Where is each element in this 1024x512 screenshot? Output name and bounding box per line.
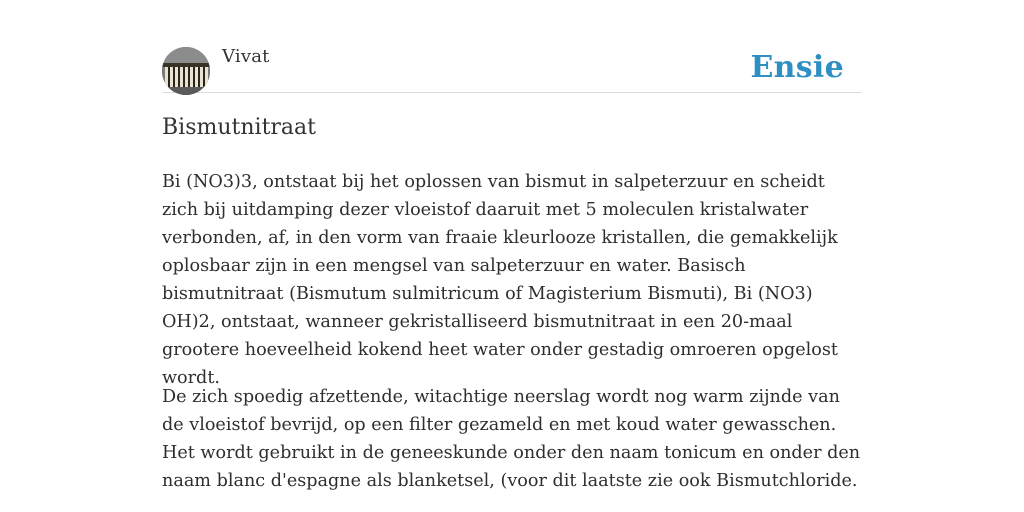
brand-logo[interactable]: Ensie — [750, 50, 844, 85]
author-name[interactable]: Vivat — [222, 46, 270, 67]
article-title: Bismutnitraat — [162, 115, 316, 140]
header — [162, 0, 862, 93]
article-paragraph: De zich spoedig afzettende, witachtige neerslag wordt nog warm zijnde van de vloeistof bevrijd, op een filter gezameld en met koud water gewasschen. Het wordt gebruikt in de geneeskunde onder den naam tonicum en onder den naam blanc d'espagne als blanketsel, (voor dit laatste zie ook Bismutchloride. — [162, 387, 861, 491]
article-container — [162, 0, 862, 491]
avatar[interactable] — [162, 47, 210, 95]
article-paragraph: Bi (NO3)3, ontstaat bij het oplossen van bismut in salpeterzuur en scheidt zich bij uitdamping dezer vloeistof daaruit met 5 moleculen kristalwater verbonden, af, in den vorm van fraaie kleurlooze kristallen, die gemakkelijk oplosbaar zijn in een mengsel van salpeterzuur en water. Basisch bismutnitraat (Bismutum sulmitricum of Magisterium Bismuti), Bi (NO3) OH)2, ontstaat, wanneer gekristalliseerd bismutnitraat in een 20-maal grootere hoeveelheid kokend heet water onder gestadig omroeren opgelost wordt. — [162, 172, 838, 388]
avatar-image — [162, 47, 210, 95]
